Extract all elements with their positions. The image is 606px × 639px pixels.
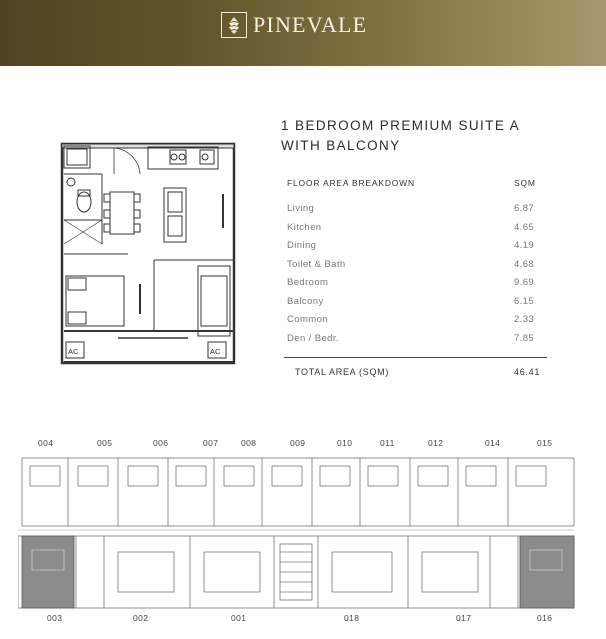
unit-label: 001 — [231, 613, 247, 623]
suite-title-line-2: WITH BALCONY — [281, 138, 401, 153]
area-row-label: Kitchen — [287, 221, 322, 233]
area-row-value: 7.85 — [514, 332, 535, 344]
unit-label: 018 — [344, 613, 360, 623]
area-row-label: Den / Bedr. — [287, 332, 339, 344]
total-area-label: TOTAL AREA (SQM) — [295, 367, 390, 377]
area-row — [287, 277, 547, 296]
area-row-label: Living — [287, 203, 315, 214]
area-row-value: 9.69 — [514, 277, 535, 288]
unit-label: 009 — [290, 438, 306, 448]
area-row — [287, 314, 547, 333]
area-row-value: 4.19 — [514, 240, 535, 251]
area-row-label: Dining — [287, 240, 317, 251]
unit-label: 007 — [203, 438, 219, 448]
brand-name: PINEVALE — [253, 12, 368, 37]
unit-label: 017 — [456, 613, 472, 623]
suite-title — [281, 116, 581, 156]
pinecone-icon — [221, 12, 247, 38]
unit-label: 004 — [38, 438, 54, 448]
total-area-value: 46.41 — [514, 367, 541, 377]
area-row — [287, 222, 547, 241]
suite-title-line-1: 1 BEDROOM PREMIUM SUITE A — [281, 118, 521, 133]
area-row-value: 4.65 — [514, 221, 535, 233]
unit-label: 008 — [241, 438, 257, 448]
area-row-value: 6.87 — [514, 203, 535, 214]
floor-area-table — [287, 203, 547, 351]
area-row-value: 6.15 — [514, 295, 535, 307]
area-row-label: Common — [287, 314, 328, 325]
unit-label: 003 — [47, 613, 63, 623]
unit-label: 016 — [537, 613, 553, 623]
unit-label: 011 — [380, 438, 395, 448]
area-row-label: Toilet & Bath — [287, 258, 346, 270]
header-banner — [0, 0, 606, 66]
area-row — [287, 296, 547, 315]
unit-label: 005 — [97, 438, 113, 448]
ac-label-right: AC — [210, 347, 221, 356]
unit-label: 012 — [428, 438, 444, 448]
key-plan — [18, 452, 578, 614]
area-row-value: 2.33 — [514, 314, 535, 325]
area-row — [287, 333, 547, 352]
area-row — [287, 240, 547, 259]
floor-area-header — [287, 178, 547, 188]
floor-plan — [58, 116, 244, 374]
area-row — [287, 203, 547, 222]
area-row-label: Bedroom — [287, 277, 329, 288]
area-row-value: 4.68 — [514, 258, 535, 270]
total-area-row — [295, 367, 547, 377]
ac-label-left: AC — [68, 347, 79, 356]
sqm-column-label: SQM — [514, 178, 536, 188]
floor-area-header-label: FLOOR AREA BREAKDOWN — [287, 178, 415, 188]
brand-logo — [221, 10, 367, 40]
unit-label: 006 — [153, 438, 169, 448]
area-row-label: Balcony — [287, 295, 324, 307]
unit-label: 015 — [537, 438, 553, 448]
unit-label: 010 — [337, 438, 353, 448]
unit-label: 014 — [485, 438, 501, 448]
area-row — [287, 259, 547, 278]
unit-label: 002 — [133, 613, 149, 623]
total-divider — [284, 357, 547, 358]
